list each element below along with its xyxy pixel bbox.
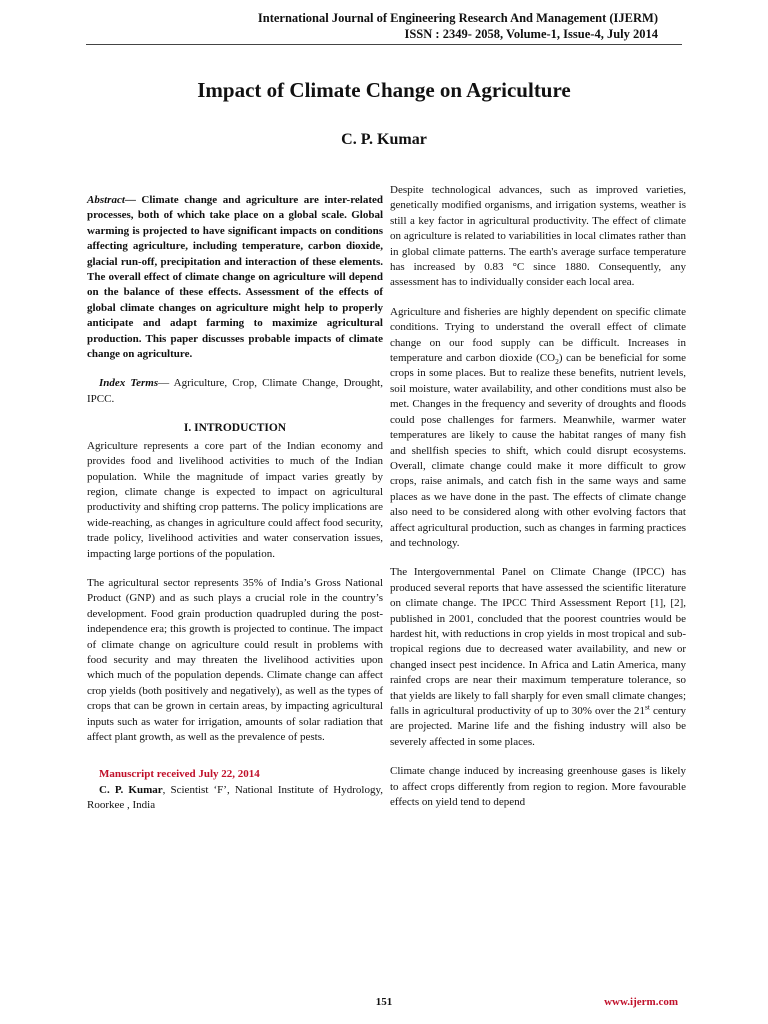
page-number: 151 (375, 996, 393, 1008)
section-heading-introduction: I. INTRODUCTION (183, 422, 287, 435)
footnote (87, 767, 383, 813)
journal-name: International Journal of Engineering Research And Management (IJERM) (257, 11, 658, 25)
index-terms-label: Index Terms (99, 377, 159, 390)
journal-issn: ISSN : 2349- 2058, Volume-1, Issue-4, July 2014 (404, 27, 658, 41)
journal-website: www.ijerm.com (604, 996, 678, 1008)
body-paragraph-2-end: ) can be beneficial for some crops in some places. But to realize these benefits, nutrient levels, soil moisture, water availability, and other conditions must also be met. Changes in the frequency and severity of droughts and floods could pose challenges for farmers. Meanwhile, warmer water temperatures are likely to cause the habitat ranges of many fish and shellfish species to shift, which could disrupt ecosystems. Overall, climate change could make it more difficult to grow crops, raise animals, and catch fish in the same ways and same places as we have done in the past. The effects of climate change also need to be considered along with other evolving factors that affect agricultural production, such as changes in farming practices and technology. (390, 352, 687, 549)
body-paragraph-3-end: century are projected. Marine life and the fishing industry will also be severely affected in some places. (390, 705, 686, 748)
index-terms (87, 376, 383, 407)
abstract-label: Abstract (87, 194, 125, 206)
abstract-text: Climate change and agriculture are inter-related processes, both of which take place on a global scale. Global warming is projected to have significant impacts on conditions affecting agriculture, including temperature, carbon dioxide, glacial run-off, precipitation and interaction of these elements. The overall effect of climate change on agriculture will depend on the balance of these effects. Assessment of the effects of global climate changes on agriculture might help to properly anticipate and adapt farming to maximize agricultural production. This paper discusses probable impacts of climate change on agriculture. (87, 194, 383, 361)
index-terms-dash: — (158, 377, 174, 390)
author-affiliation (87, 783, 383, 814)
paper-title: Impact of Climate Change on Agriculture (197, 78, 571, 102)
manuscript-received-note: Manuscript received July 22, 2014 (99, 768, 260, 781)
abstract (87, 193, 383, 362)
abstract-dash: — (124, 194, 142, 206)
right-column (390, 183, 686, 824)
journal-header (258, 10, 658, 42)
footnote-affiliation: , Scientist ‘F’, National Institute of Hydrology, Roorkee , India (87, 783, 383, 812)
intro-paragraph-2: The agricultural sector represents 35% of India’s Gross National Product (GNP) and as such plays a crucial role in the country’s development. Food grain production quadrupled during the post-independence era; this growth is projected to continue. The impact of climate change on agriculture could result in problems with food security and may threaten the livelihood activities upon which much of the population depends. Climate change can affect crop yields (both positively and negatively), as well as the types of crops that can be grown in certain areas, by impacting agricultural inputs such as water for irrigation, amounts of solar radiation that affect plant growth, as well as the prevalence of pests. (87, 576, 383, 743)
header-divider (86, 44, 682, 45)
intro-paragraph-1: Agriculture represents a core part of the Indian economy and provides food and livelihood activities to much of the Indian population. While the magnitude of impact varies greatly by region, climate change is expected to impact on agricultural productivity and shifting crop patterns. The policy implications are wide-reaching, as changes in agriculture could affect food security, trade policy, livelihood activities and water conservation issues, impacting large portions of the population. (87, 439, 383, 560)
paper-author: C. P. Kumar (341, 131, 427, 148)
left-column (87, 183, 383, 814)
co2-subscript: 2 (555, 357, 559, 367)
body-paragraph-1: Despite technological advances, such as improved varieties, genetically modified organisms, and irrigation systems, weather is still a key factor in agricultural productivity. The effect of climate on agriculture is related to variabilities in local climates rather than in global climate patterns. The earth's average surface temperature has increased by 0.83 °C since 1880. Consequently, any assessment has to individually consider each local area. (390, 184, 686, 289)
body-paragraph-3-start: The Intergovernmental Panel on Climate Change (IPCC) has produced several reports that have assessed the scientific literature on climate change. The IPCC Third Assessment Report [1], [2], published in 2001, concluded that the poorest countries would be hardest hit, with reductions in crop yields in most tropical and sub-tropical regions due to decreased water availability, and new or changed insect pest incidence. In Africa and Latin America, many rainfed crops are near their maximum temperature tolerance, so that yields are likely to fall sharply for even small climate changes; falls in agricultural productivity of up to 30% over the 21 (390, 566, 686, 717)
body-paragraph-3 (390, 565, 686, 750)
ordinal-superscript: st (644, 702, 650, 712)
body-paragraph-2-start: Agriculture and fisheries are highly dependent on specific climate conditions. Trying to understand the overall effect of climate change on our food supply can be difficult. Increases in temperature and carbon dioxide (CO (390, 305, 686, 365)
footnote-author: C. P. Kumar (99, 783, 163, 796)
index-terms-text: Agriculture, Crop, Climate Change, Drought, IPCC. (87, 377, 383, 405)
body-paragraph-4: Climate change induced by increasing greenhouse gases is likely to affect crops differently from region to region. More favourable effects on yield tend to depend (390, 765, 686, 809)
body-paragraph-2 (390, 305, 686, 552)
